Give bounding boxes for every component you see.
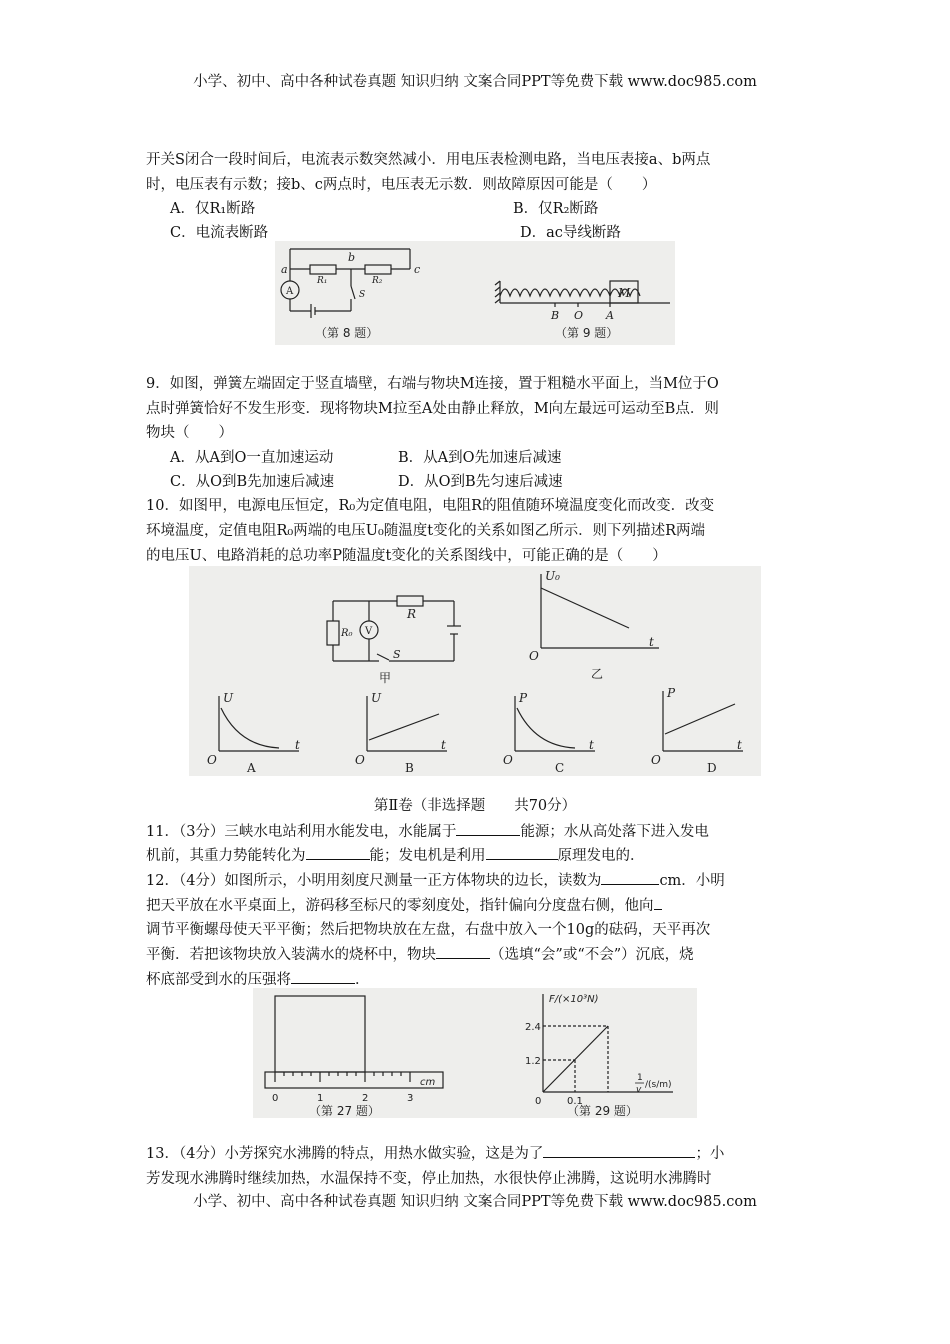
fig10-label-r: R: [407, 607, 417, 621]
graph-xlabel-den: v: [636, 1085, 642, 1095]
q12-text-4b: （选填“会”或“不会”）沉底，烧: [490, 947, 694, 963]
q8-option-a: A．仅R₁断路: [170, 201, 256, 217]
graph-ylabel: F/(×10³N): [549, 994, 599, 1005]
q8-line1: 开关S闭合一段时间后，电流表示数突然减小．用电压表检测电路，当电压表接a、b两点: [146, 152, 711, 168]
figure-27-29: [253, 988, 697, 1118]
figure-8-9: [275, 241, 675, 345]
fig10-label-s: S: [393, 648, 401, 661]
q11-blank-1[interactable]: [456, 821, 520, 836]
fig9-label-b: B: [551, 309, 560, 322]
graph-y-1: 1.2: [525, 1056, 541, 1067]
q11-text-2b: 能；发电机是利用: [369, 848, 486, 864]
fig10-c-origin: O: [503, 753, 513, 767]
fig8-label-r2: R₂: [372, 276, 383, 286]
q12-line1: [146, 869, 725, 890]
fig10-c-t: t: [589, 738, 594, 752]
q13-text-1a: 13．（4分）小芳探究水沸腾的特点，用热水做实验，这是为了: [146, 1146, 544, 1162]
fig27-caption: （第 27 题）: [309, 1104, 380, 1118]
graph-x-tick: 0.1: [567, 1096, 583, 1107]
q13-blank-1[interactable]: [543, 1143, 695, 1158]
ruler-tick-1: 1: [317, 1093, 324, 1104]
graph-origin: 0: [535, 1096, 542, 1107]
q10-line1: 10．如图甲，电源电压恒定，R₀为定值电阻，电阻R的阻值随环境温度变化而改变．改变: [146, 498, 715, 514]
fig10-d-ylabel: P: [667, 686, 676, 700]
graph-xlabel-num: 1: [637, 1073, 643, 1083]
q12-text-1a: 12．（4分）如图所示，小明用刻度尺测量一正方体物块的边长，读数为: [146, 873, 602, 889]
q12-text-2: 把天平放在水平桌面上，游码移至标尺的零刻度处，指针偏向分度盘右侧，他向: [146, 898, 654, 914]
q11-text-2c: 原理发电的．: [557, 848, 645, 864]
q11-blank-3[interactable]: [486, 845, 558, 860]
q8-option-c: C．电流表断路: [170, 225, 269, 241]
section-2-title: 第Ⅱ卷（非选择题 共70分）: [373, 798, 577, 814]
fig10-option-b: B: [405, 761, 414, 775]
q12-text-4a: 平衡．若把该物块放入装满水的烧杯中，物块: [146, 947, 436, 963]
q13-line2: 芳发现水沸腾时继续加热，水温保持不变，停止加热，水很快停止沸腾，这说明水沸腾时: [146, 1171, 712, 1187]
fig9-label-m: M: [618, 286, 631, 300]
fig10-b-t: t: [441, 738, 446, 752]
q11-text-2a: 机前，其重力势能转化为: [146, 848, 306, 864]
q8-option-b: B．仅R₂断路: [513, 201, 599, 217]
q11-text-1b: 能源；水从高处落下进入发电: [520, 824, 709, 840]
q13-line1: [146, 1142, 724, 1163]
fig10-label-r0: R₀: [341, 628, 353, 639]
q11-line1: [146, 820, 709, 841]
fig29-caption: （第 29 题）: [567, 1104, 638, 1118]
fig10-option-c: C: [555, 761, 565, 775]
fig9-caption: （第 9 题）: [555, 326, 619, 340]
graph-xlabel-unit: /(s/m): [645, 1080, 672, 1090]
ruler-unit: cm: [420, 1077, 436, 1088]
fig10-c-ylabel: P: [519, 691, 528, 705]
fig8-label-a: a: [281, 263, 288, 276]
figure-10: [189, 566, 761, 776]
q9-option-b: B．从A到O先加速后减速: [398, 450, 562, 466]
fig10-a-t: t: [295, 738, 300, 752]
fig9-label-o: O: [574, 309, 584, 322]
fig10-label-jia: 甲: [379, 671, 392, 685]
q12-blank-4[interactable]: [291, 969, 355, 984]
fig10-yi-origin: O: [529, 649, 539, 663]
q12-blank-2[interactable]: [654, 895, 662, 910]
q9-line3: 物块（ ）: [146, 425, 233, 441]
q12-line3: 调节平衡螺母使天平平衡；然后把物块放在左盘，右盘中放入一个10g的砝码，天平再次: [146, 922, 711, 938]
fig10-label-u0: U₀: [545, 569, 560, 583]
fig8-ammeter-label: A: [286, 286, 294, 297]
fig10-a-ylabel: U: [223, 691, 234, 705]
fig10-d-t: t: [737, 738, 742, 752]
page-footer: 小学、初中、高中各种试卷真题 知识归纳 文案合同PPT等免费下载 www.doc985.com: [193, 1194, 757, 1210]
q9-option-a: A．从A到O一直加速运动: [170, 450, 334, 466]
page-header: 小学、初中、高中各种试卷真题 知识归纳 文案合同PPT等免费下载 www.doc985.com: [193, 74, 757, 90]
q11-blank-2[interactable]: [306, 845, 370, 860]
q9-line2: 点时弹簧恰好不发生形变．现将物块M拉至A处由静止释放，M向左最远可运动至B点．则: [146, 401, 719, 417]
fig8-label-c: c: [414, 263, 421, 276]
q11-text-1a: 11．（3分）三峡水电站利用水能发电，水能属于: [146, 824, 457, 840]
q10-line2: 环境温度，定值电阻R₀两端的电压U₀随温度t变化的关系如图乙所示．则下列描述R两端: [146, 523, 706, 539]
q8-option-d: D．ac导线断路: [520, 225, 621, 241]
fig9-label-a: A: [606, 309, 614, 322]
q8-line2: 时，电压表有示数；接b、c两点时，电压表无示数．则故障原因可能是（ ）: [146, 177, 657, 193]
q12-blank-1[interactable]: [601, 870, 659, 885]
q12-blank-3[interactable]: [436, 944, 490, 959]
ruler-tick-2: 2: [362, 1093, 369, 1104]
ruler-tick-3: 3: [407, 1093, 414, 1104]
q9-line1: 9．如图，弹簧左端固定于竖直墙壁，右端与物块M连接，置于粗糙水平面上，当M位于O: [146, 376, 719, 392]
fig10-option-d: D: [707, 761, 717, 775]
fig10-b-origin: O: [355, 753, 365, 767]
fig10-b-ylabel: U: [371, 691, 382, 705]
q13-text-1b: ；小: [695, 1146, 725, 1162]
fig10-yi-t: t: [649, 635, 654, 649]
q10-line3: 的电压U、电路消耗的总功率P随温度t变化的关系图线中，可能正确的是（ ）: [146, 548, 667, 564]
q12-text-1b: cm．小明: [659, 873, 725, 889]
fig10-voltmeter-label: V: [365, 626, 373, 637]
q12-line4: [146, 943, 694, 964]
fig10-option-a: A: [247, 761, 256, 775]
ruler-tick-0: 0: [272, 1093, 279, 1104]
fig10-label-yi: 乙: [591, 667, 604, 681]
fig8-caption: （第 8 题）: [315, 326, 379, 340]
q12-text-5b: ．: [355, 972, 370, 988]
graph-y-2: 2.4: [525, 1022, 541, 1033]
fig10-d-origin: O: [651, 753, 661, 767]
q12-text-5a: 杯底部受到水的压强将: [146, 972, 291, 988]
fig8-label-b: b: [348, 251, 356, 264]
q9-option-c: C．从O到B先加速后减速: [170, 474, 335, 490]
fig10-a-origin: O: [207, 753, 217, 767]
q12-line5: [146, 968, 370, 989]
q11-line2: [146, 844, 645, 865]
fig8-label-s: S: [359, 290, 366, 300]
q12-line2: [146, 894, 662, 915]
q9-option-d: D．从O到B先匀速后减速: [398, 474, 563, 490]
fig8-label-r1: R₁: [317, 276, 328, 286]
